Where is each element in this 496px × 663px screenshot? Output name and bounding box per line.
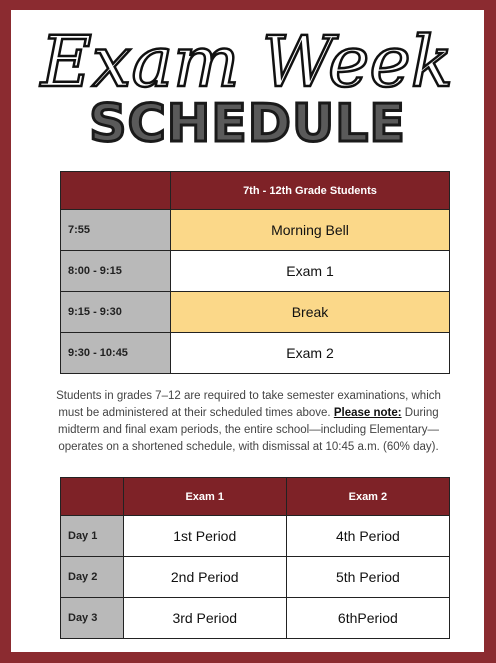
exam2-cell: 4th Period xyxy=(286,516,449,557)
note-text-2: During midterm and final exam periods, the entire school—including Elementary—operates on a shortened schedule, with dismissal at 10:45 a.m. (60% day). xyxy=(58,407,439,453)
time-cell: 9:30 - 10:45 xyxy=(61,333,171,374)
note-label: Please note: xyxy=(333,407,402,419)
table-row xyxy=(61,516,450,557)
title-script-text: Exam Week xyxy=(40,21,454,103)
page-title: SCHEDULE xyxy=(89,94,406,154)
header-blank-cell xyxy=(61,172,171,210)
event-cell: Exam 1 xyxy=(171,251,450,292)
header-exam-2: Exam 2 xyxy=(286,478,449,516)
event-cell: Exam 2 xyxy=(171,333,450,374)
time-cell: 7:55 xyxy=(61,210,171,251)
table-header-row xyxy=(61,172,450,210)
exam1-cell: 1st Period xyxy=(123,516,286,557)
time-cell: 9:15 - 9:30 xyxy=(61,292,171,333)
day-cell: Day 1 xyxy=(61,516,124,557)
table-row xyxy=(61,598,450,639)
daily-schedule-table xyxy=(60,171,450,374)
day-cell: Day 2 xyxy=(61,557,124,598)
exam-days-table xyxy=(60,477,450,639)
table-row xyxy=(61,210,450,251)
exam1-cell: 3rd Period xyxy=(123,598,286,639)
exam1-cell: 2nd Period xyxy=(123,557,286,598)
schedule-note xyxy=(51,388,446,456)
header-grades: 7th - 12th Grade Students xyxy=(171,172,450,210)
time-cell: 8:00 - 9:15 xyxy=(61,251,171,292)
event-cell: Morning Bell xyxy=(171,210,450,251)
title-script xyxy=(11,14,484,106)
table-row xyxy=(61,251,450,292)
header-blank-cell xyxy=(61,478,124,516)
table-header-row xyxy=(61,478,450,516)
table-row xyxy=(61,292,450,333)
exam2-cell: 6thPeriod xyxy=(286,598,449,639)
day-cell: Day 3 xyxy=(61,598,124,639)
table-row xyxy=(61,557,450,598)
table-row xyxy=(61,333,450,374)
note-text-1: Students in grades 7–12 are required to take semester examinations, which must be administered at their scheduled times above. xyxy=(56,390,441,419)
exam2-cell: 5th Period xyxy=(286,557,449,598)
schedule-page xyxy=(11,10,484,652)
event-cell: Break xyxy=(171,292,450,333)
header-exam-1: Exam 1 xyxy=(123,478,286,516)
